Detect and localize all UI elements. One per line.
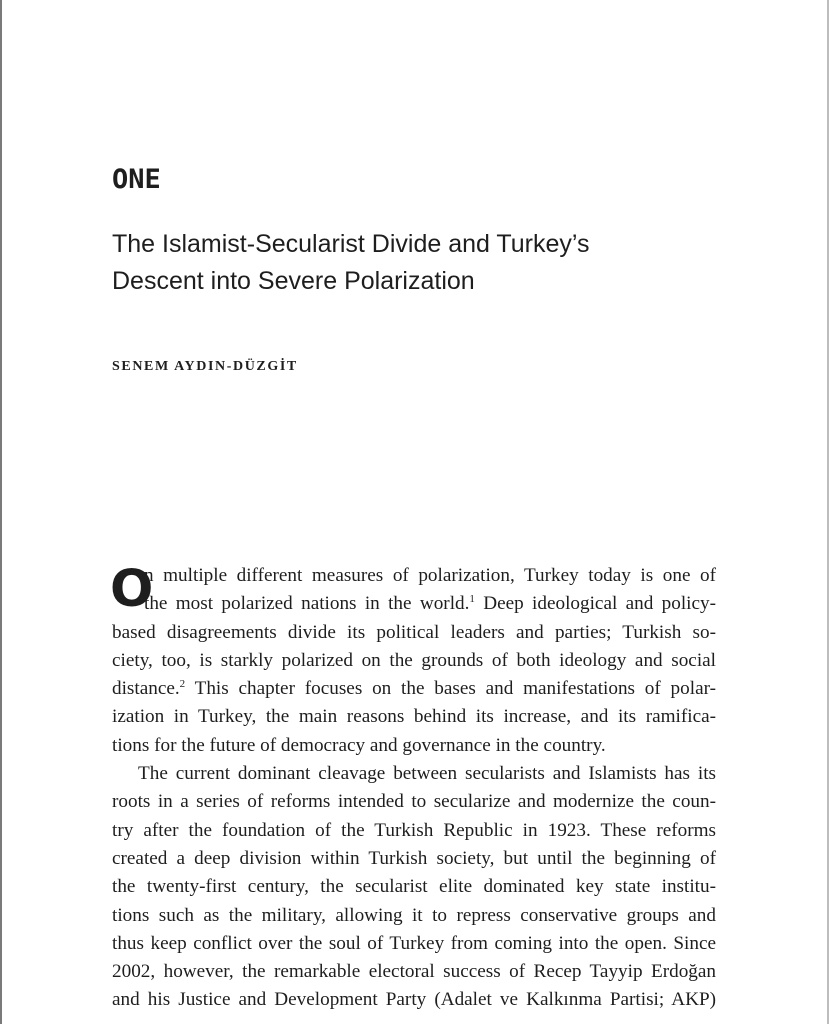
text-line: created a deep division within Turkish society, but until the beginning of — [112, 847, 716, 869]
paragraph-2 — [112, 760, 716, 1015]
footnote-marker[interactable]: 2 — [179, 678, 186, 691]
text-run: Deep ideological and policy- — [474, 593, 716, 615]
chapter-title-line: The Islamist-Secularist Divide and Turkey’s — [112, 230, 590, 258]
drop-cap: O — [110, 560, 154, 619]
text-line — [112, 590, 716, 618]
text-line: roots in a series of reforms intended to secularize and modernize the coun- — [112, 791, 716, 813]
paragraph-1 — [112, 562, 716, 760]
text-line: thus keep conflict over the soul of Turkey from coming into the open. Since — [112, 932, 716, 954]
chapter-title — [112, 226, 752, 300]
chapter-title-line: Descent into Severe Polarization — [112, 267, 475, 295]
footnote-marker[interactable]: 1 — [469, 593, 475, 606]
text-run: distance. — [112, 678, 180, 700]
text-line: n multiple different measures of polarization, Turkey today is one of — [144, 565, 716, 586]
text-line — [112, 675, 716, 703]
text-run: This chapter focuses on the bases and manifestations of polar- — [185, 678, 716, 700]
text-line: ization in Turkey, the main reasons behind its increase, and its ramifica- — [112, 706, 716, 728]
body-text — [112, 562, 716, 1015]
chapter-author: SENEM AYDIN-DÜZGİT — [112, 359, 298, 374]
text-line: the twenty-first century, the secularist elite dominated key state institu- — [112, 876, 716, 898]
chapter-number: ONE — [112, 164, 161, 195]
text-line: tions such as the military, allowing it to repress conservative groups and — [112, 904, 716, 926]
text-line: and his Justice and Development Party (Adalet ve Kalkınma Partisi; AKP) — [112, 989, 716, 1011]
text-run: the most polarized nations in the world. — [144, 593, 470, 615]
text-line: ciety, too, is starkly polarized on the grounds of both ideology and social — [112, 649, 716, 671]
text-line: The current dominant cleavage between secularists and Islamists has its — [138, 763, 716, 785]
text-line: based disagreements divide its political leaders and parties; Turkish so- — [112, 621, 716, 643]
text-line: 2002, however, the remarkable electoral success of Recep Tayyip Erdoğan — [112, 961, 716, 983]
text-line: tions for the future of democracy and governance in the country. — [112, 734, 606, 756]
text-line: try after the foundation of the Turkish Republic in 1923. These reforms — [112, 819, 716, 841]
